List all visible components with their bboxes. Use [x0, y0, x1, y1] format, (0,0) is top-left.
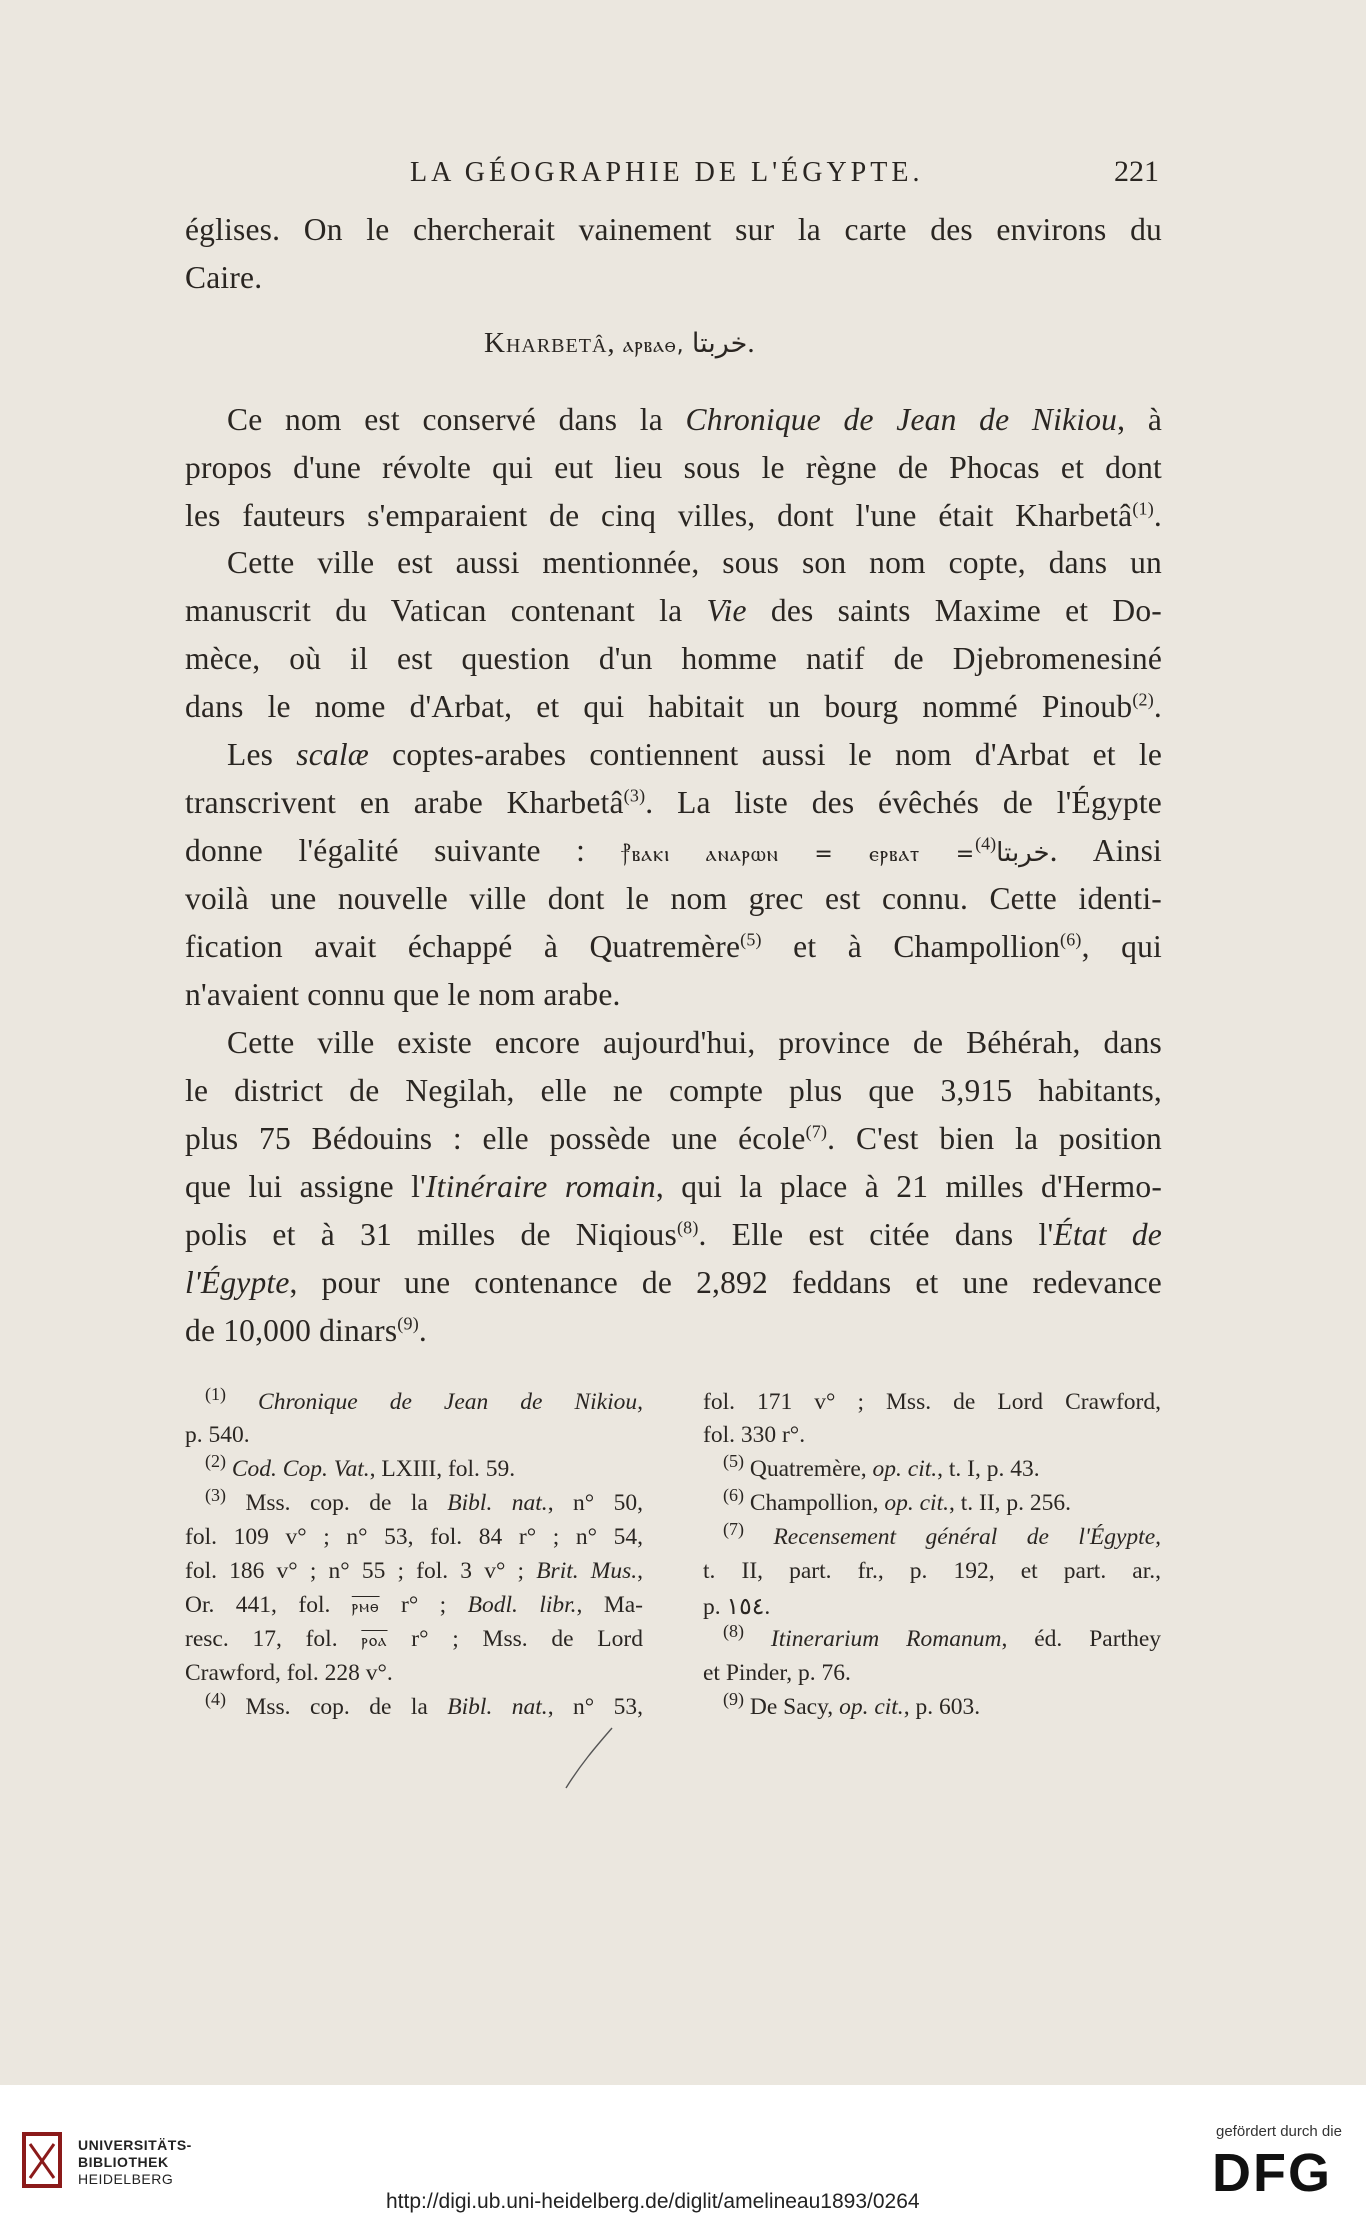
body-line: n'avaient connu que le nom arabe. — [185, 977, 621, 1012]
heading-arabic: خربتا — [691, 328, 748, 359]
funding-caption: gefördert durch die — [1216, 2123, 1342, 2140]
footnote-ref: (9) — [397, 1313, 419, 1334]
body-line: mèce, où il est question d'un homme natif de Djebromenesiné — [185, 641, 1162, 676]
body-line: Caire. — [185, 260, 263, 295]
body-line: l'Égypte, pour une contenance de 2,892 feddans et une redevance — [185, 1265, 1162, 1300]
footnote-2: $^{(2)}$ Cod. Cop. Vat., LXIII, fol. 59. — [205, 1451, 516, 1482]
pencil-mark — [560, 1722, 620, 1794]
footnote-ref: (5) — [740, 929, 762, 950]
body-line: donne l'égalité suivante : ⳨ⲃⲁⲕⲓ ⲁⲛⲁⲣⲱⲛ = ⲉⲣⲃⲁⲧ = خربتا$^{(4)}$ . Ainsi — [185, 833, 1162, 868]
footnote-5: $^{(5)}$ Quatremère, op. cit., t. I, p. 43. — [723, 1451, 1040, 1482]
institution-name-line: BIBLIOTHEK — [78, 2154, 169, 2170]
body-line: plus 75 Bédouins : elle possède une école$^{(7)}$. C'est bien la position — [185, 1121, 1162, 1156]
footnote-ref: (8) — [676, 1217, 699, 1238]
page-number: 221 — [1114, 155, 1159, 188]
footnote-1-cont: p. 540. — [185, 1422, 250, 1448]
university-logo-icon — [20, 2130, 64, 2190]
arabic-text: خربتا — [996, 838, 1050, 868]
footnote-ref: (6) — [1060, 929, 1082, 950]
body-line: Les scalæ coptes-arabes contiennent aussi le nom d'Arbat et le — [227, 737, 1162, 772]
body-line: Cette ville est aussi mentionnée, sous son nom copte, dans un — [227, 545, 1162, 580]
institution-name-line: UNIVERSITÄTS- — [78, 2137, 192, 2153]
footnote-3-cont: Or. 441, fol. ⲣⲙⲑ r° ; Bodl. libr., Ma- — [185, 1592, 644, 1618]
body-line: églises. On le chercherait vainement sur la carte des environs du — [185, 212, 1162, 247]
body-line: de 10,000 dinars$^{(9)}$. — [185, 1313, 427, 1348]
footnote-7-cont: t. II, part. fr., p. 192, et part. ar., — [703, 1558, 1161, 1584]
body-line: fication avait échappé à Quatremère$^{(5)}$ et à Champollion$^{(6)}$, qui — [185, 929, 1162, 964]
dfg-logo: DFG — [1212, 2143, 1332, 2203]
body-line: que lui assigne l'Itinéraire romain, qui la place à 21 milles d'Hermo- — [185, 1169, 1163, 1204]
heading-coptic: ⲁⲣⲃⲁⲑ, — [622, 333, 685, 358]
heading-name: Kharbetâ, — [484, 327, 616, 359]
footnote-1: $^{(1)}$ Chronique de Jean de Nikiou, — [205, 1384, 643, 1415]
body-line: voilà une nouvelle ville dont le nom grec est connu. Cette identi- — [185, 881, 1162, 916]
institution-name-line: HEIDELBERG — [78, 2171, 174, 2187]
body-line: polis et à 31 milles de Niqious$^{(8)}$. Elle est citée dans l'État de — [185, 1217, 1162, 1252]
footnote-ref: (4) — [975, 833, 997, 854]
footnote-7-cont: p. ١٥٤. — [703, 1594, 771, 1620]
footnote-ref: (2) — [1132, 689, 1154, 710]
permalink[interactable]: http://digi.ub.uni-heidelberg.de/diglit/amelineau1893/0264 — [386, 2190, 920, 2213]
footnote-4: $^{(4)}$ Mss. cop. de la Bibl. nat., n° 53, — [205, 1689, 643, 1720]
body-line: le district de Negilah, elle ne compte plus que 3,915 habitants, — [185, 1073, 1162, 1108]
body-line: Ce nom est conservé dans la Chronique de Jean de Nikiou, à — [227, 402, 1163, 437]
heading-end: . — [747, 327, 755, 359]
body-line: propos d'une révolte qui eut lieu sous le règne de Phocas et dont — [185, 450, 1162, 485]
footnote-ref: (7) — [805, 1121, 828, 1142]
footnote-ref: (3) — [623, 785, 646, 806]
body-line: Cette ville existe encore aujourd'hui, province de Béhérah, dans — [227, 1025, 1162, 1060]
footnote-8: $^{(8)}$ Itinerarium Romanum, éd. Parthey — [723, 1621, 1161, 1652]
footnote-ref: (1) — [1132, 498, 1154, 519]
footnote-4-cont: fol. 171 v° ; Mss. de Lord Crawford, — [703, 1389, 1161, 1415]
footnote-4-cont: fol. 330 r°. — [703, 1422, 806, 1448]
footnote-7: $^{(7)}$ Recensement général de l'Égypte, — [723, 1519, 1162, 1550]
body-line: les fauteurs s'emparaient de cinq villes, dont l'une était Kharbetâ$^{(1)}$. — [185, 498, 1162, 533]
footnote-3-cont: Crawford, fol. 228 v°. — [185, 1660, 393, 1686]
footnote-8-cont: et Pinder, p. 76. — [703, 1660, 851, 1686]
footnote-3-cont: resc. 17, fol. ⲣⲟⲁ r° ; Mss. de Lord — [185, 1626, 643, 1652]
footnote-9: $^{(9)}$ De Sacy, op. cit., p. 603. — [723, 1689, 981, 1720]
coptic-text: ⳨ⲃⲁⲕⲓ ⲁⲛⲁⲣⲱⲛ = ⲉⲣⲃⲁⲧ = — [620, 842, 976, 867]
section-heading — [484, 327, 755, 360]
body-line: manuscrit du Vatican contenant la Vie des saints Maxime et Do- — [185, 593, 1162, 628]
body-line: dans le nome d'Arbat, et qui habitait un bourg nommé Pinoub$^{(2)}$. — [185, 689, 1162, 724]
body-line: transcrivent en arabe Kharbetâ$^{(3)}$. La liste des évêchés de l'Égypte — [185, 785, 1162, 820]
running-header: LA GÉOGRAPHIE DE L'ÉGYPTE. — [410, 157, 924, 188]
footnote-3-cont: fol. 186 v° ; n° 55 ; fol. 3 v° ; Brit. Mus., — [185, 1558, 643, 1584]
footnote-6: $^{(6)}$ Champollion, op. cit., t. II, p. 256. — [723, 1485, 1072, 1516]
footnote-3-cont: fol. 109 v° ; n° 53, fol. 84 r° ; n° 54, — [185, 1524, 643, 1550]
footnote-3: $^{(3)}$ Mss. cop. de la Bibl. nat., n° 50, — [205, 1485, 643, 1516]
